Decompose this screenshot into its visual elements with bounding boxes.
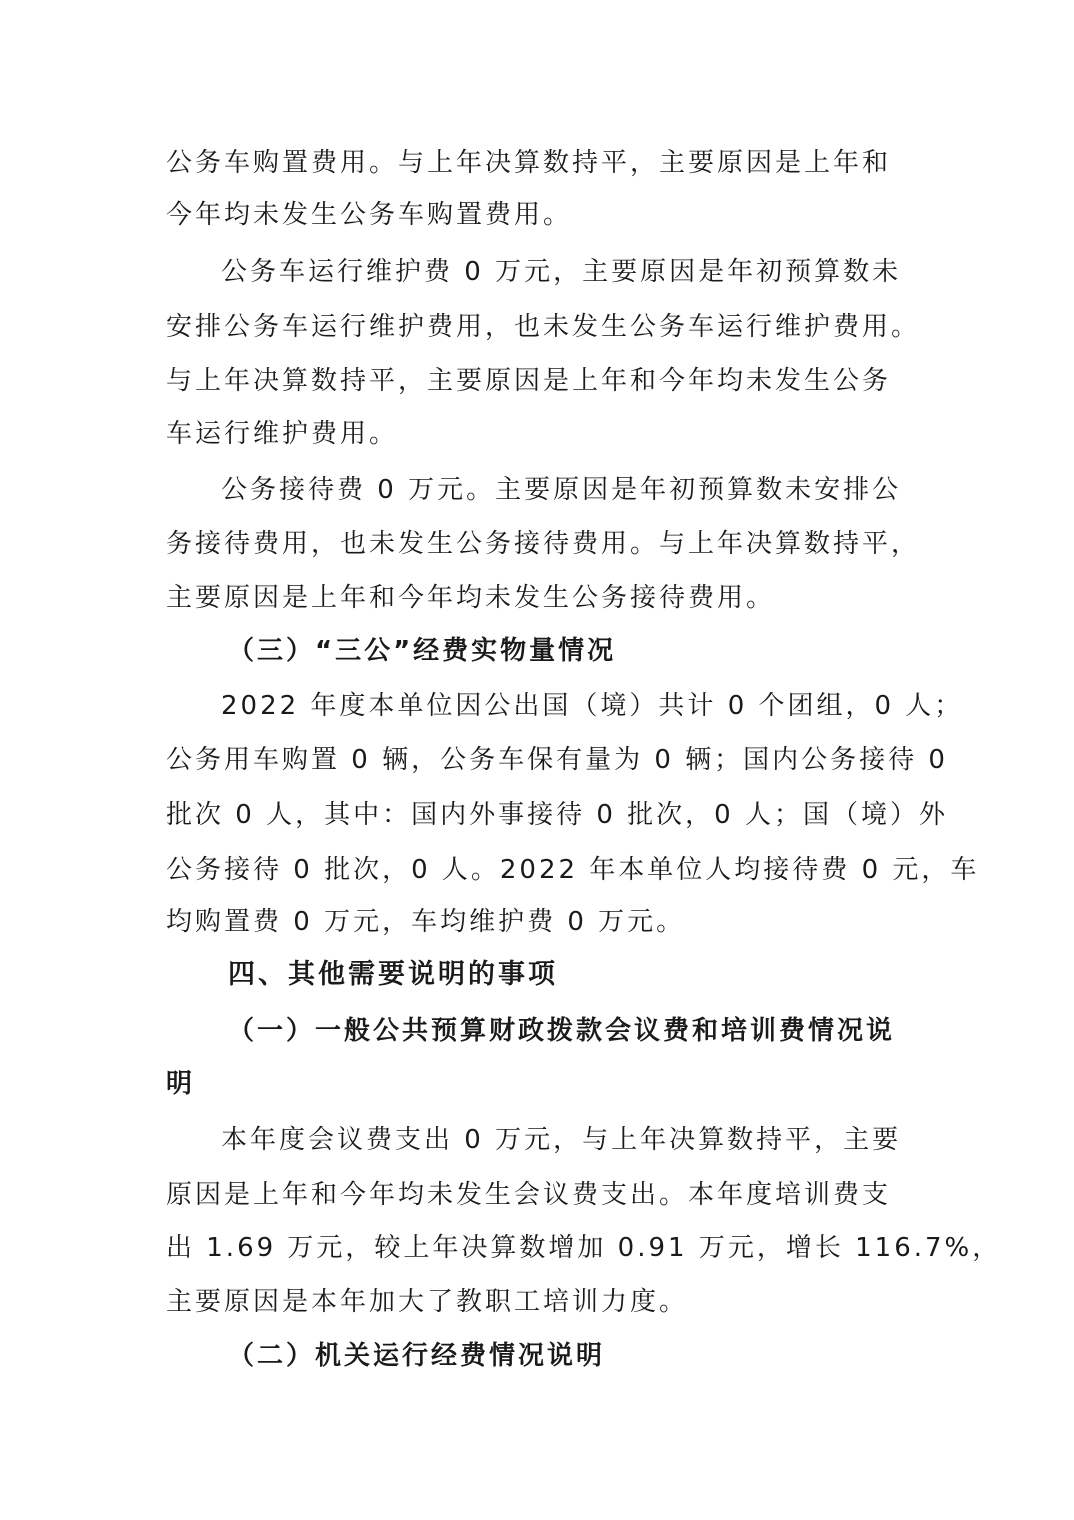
paragraph-line: 公务车购置费用。与上年决算数持平，主要原因是上年和 <box>166 148 892 178</box>
paragraph-line: 原因是上年和今年均未发生会议费支出。本年度培训费支 <box>166 1180 892 1210</box>
paragraph-line: 均购置费 0 万元，车均维护费 0 万元。 <box>166 907 686 937</box>
paragraph-line: 主要原因是上年和今年均未发生公务接待费用。 <box>166 583 776 613</box>
paragraph-line: 公务接待 0 批次，0 人。2022 年本单位人均接待费 0 元，车 <box>166 855 980 885</box>
paragraph-line: 出 1.69 万元，较上年决算数增加 0.91 万元，增长 116.7%， <box>166 1233 1002 1263</box>
paragraph-line: 公务用车购置 0 辆，公务车保有量为 0 辆；国内公务接待 0 <box>166 745 948 775</box>
paragraph-line: 批次 0 人，其中：国内外事接待 0 批次，0 人；国（境）外 <box>166 800 948 830</box>
section-heading: （二）机关运行经费情况说明 <box>228 1341 606 1371</box>
paragraph-line: 务接待费用，也未发生公务接待费用。与上年决算数持平， <box>166 529 921 559</box>
paragraph-line: 与上年决算数持平，主要原因是上年和今年均未发生公务 <box>166 366 892 396</box>
paragraph-line: 公务车运行维护费 0 万元，主要原因是年初预算数未 <box>221 257 902 287</box>
paragraph-line: 公务接待费 0 万元。主要原因是年初预算数未安排公 <box>221 475 902 505</box>
paragraph-line: 今年均未发生公务车购置费用。 <box>166 200 573 230</box>
section-heading: （一）一般公共预算财政拨款会议费和培训费情况说 <box>228 1016 896 1046</box>
section-heading: （三）“三公”经费实物量情况 <box>228 636 617 666</box>
section-heading-continued: 明 <box>166 1069 196 1099</box>
paragraph-line: 主要原因是本年加大了教职工培训力度。 <box>166 1287 689 1317</box>
chapter-heading: 四、其他需要说明的事项 <box>228 959 558 990</box>
paragraph-line: 本年度会议费支出 0 万元，与上年决算数持平，主要 <box>221 1125 902 1155</box>
paragraph-line: 2022 年度本单位因公出国（境）共计 0 个团组，0 人； <box>221 691 964 721</box>
paragraph-line: 安排公务车运行维护费用，也未发生公务车运行维护费用。 <box>166 312 921 342</box>
paragraph-line: 车运行维护费用。 <box>166 419 399 449</box>
